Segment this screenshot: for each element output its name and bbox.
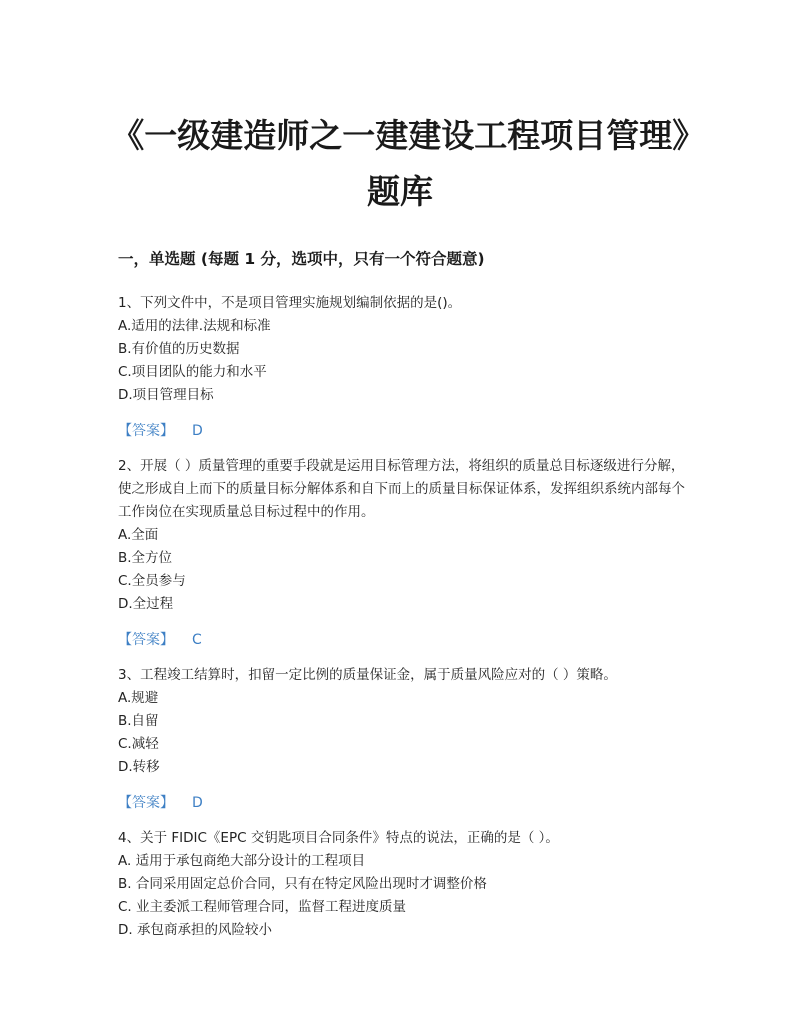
- option-a: A. 适用于承包商绝大部分设计的工程项目: [118, 853, 366, 869]
- option-c: C.全员参与: [118, 573, 186, 589]
- option-b: B.自留: [118, 713, 159, 729]
- answer-line: [118, 629, 688, 652]
- option-b: B.有价值的历史数据: [118, 341, 240, 357]
- option-b: B. 合同采用固定总价合同，只有在特定风险出现时才调整价格: [118, 876, 487, 892]
- option-a: A.全面: [118, 527, 159, 543]
- option-c: C.减轻: [118, 736, 159, 752]
- answer-value: D: [192, 795, 203, 811]
- question-text: 2、开展（ ）质量管理的重要手段就是运用目标管理方法，将组织的质量总目标逐级进行分解，使之形成自上而下的质量目标分解体系和自下而上的质量目标保证体系，发挥组织系统内部每个工作岗位在实现质量总目标过程中的作用。: [118, 458, 685, 520]
- option-d: D.项目管理目标: [118, 387, 214, 403]
- answer-label: 【答案】: [118, 632, 174, 648]
- section-heading: 一，单选题 (每题 1 分，选项中，只有一个符合题意): [118, 250, 485, 268]
- question-text: 4、关于 FIDIC《EPC 交钥匙项目合同条件》特点的说法，正确的是（ ）。: [118, 830, 559, 846]
- option-d: D.转移: [118, 759, 160, 775]
- option-a: A.适用的法律.法规和标准: [118, 318, 271, 334]
- question-text: 3、工程竣工结算时，扣留一定比例的质量保证金，属于质量风险应对的（ ）策略。: [118, 667, 617, 683]
- answer-line: [118, 792, 688, 815]
- question-3: [118, 664, 688, 815]
- option-c: C.项目团队的能力和水平: [118, 364, 267, 380]
- option-d: D. 承包商承担的风险较小: [118, 922, 272, 938]
- answer-label: 【答案】: [118, 795, 174, 811]
- answer-value: D: [192, 423, 203, 439]
- question-1: [118, 292, 688, 443]
- option-c: C. 业主委派工程师管理合同，监督工程进度质量: [118, 899, 407, 915]
- option-b: B.全方位: [118, 550, 173, 566]
- question-4: [118, 827, 688, 942]
- answer-value: C: [192, 632, 202, 648]
- answer-label: 【答案】: [118, 423, 174, 439]
- option-d: D.全过程: [118, 596, 174, 612]
- question-text: 1、下列文件中，不是项目管理实施规划编制依据的是()。: [118, 295, 462, 311]
- document-title: 《一级建造师之一建建设工程项目管理》题库: [111, 116, 689, 211]
- option-a: A.规避: [118, 690, 159, 706]
- question-list: [118, 292, 688, 942]
- question-2: [118, 455, 688, 652]
- answer-line: [118, 420, 688, 443]
